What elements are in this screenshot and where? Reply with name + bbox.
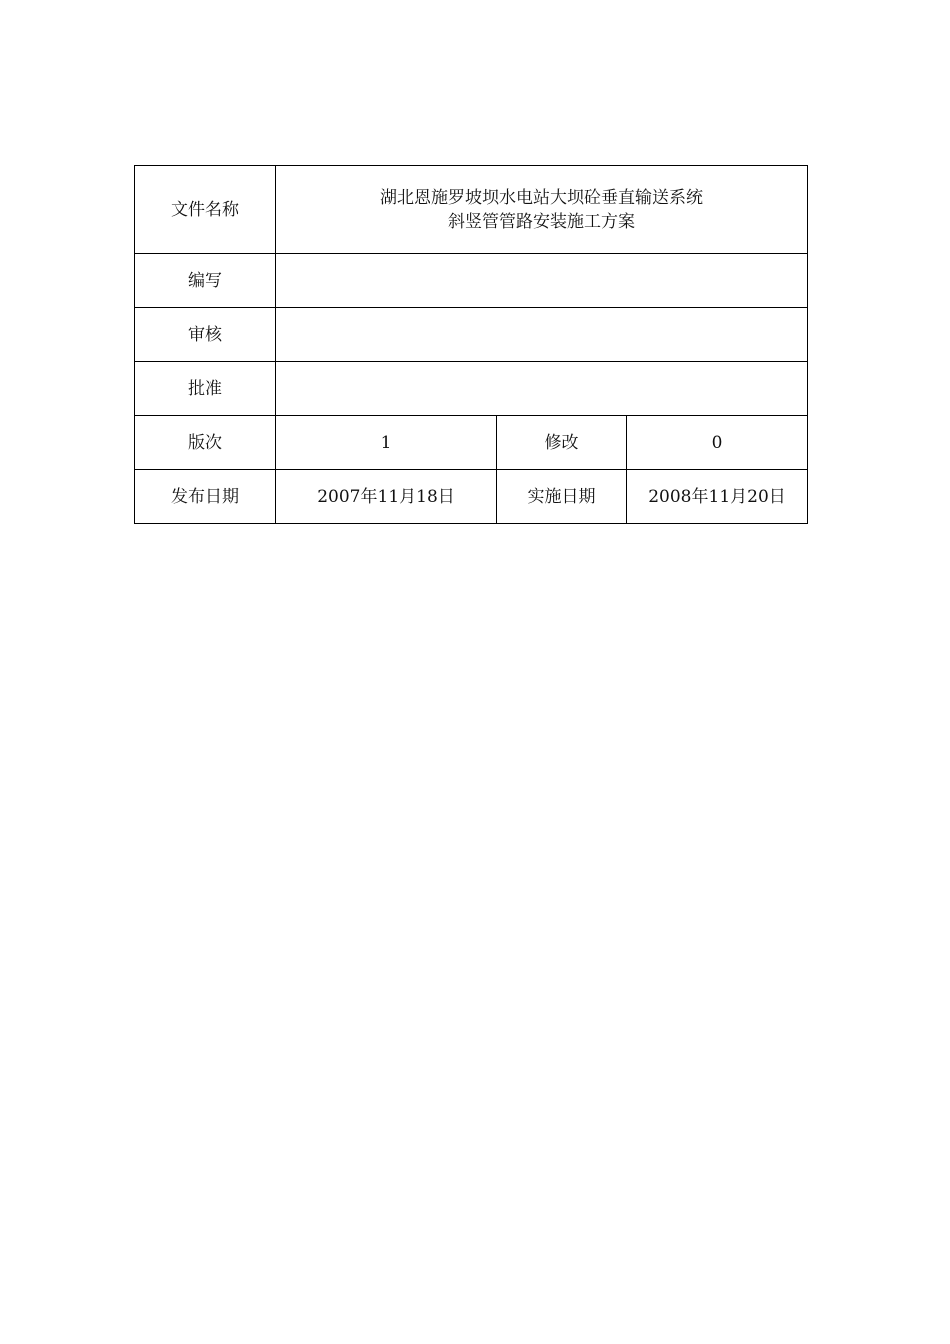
- author-value-cell: [276, 254, 808, 308]
- table-row: [135, 470, 808, 524]
- table-row: [135, 254, 808, 308]
- document-title-line1: 湖北恩施罗坡坝水电站大坝砼垂直输送系统: [380, 187, 703, 208]
- document-title-cell: [276, 166, 808, 254]
- effective-date-value-cell: 2008年11月20日: [627, 470, 808, 524]
- document-cover-table: [134, 165, 808, 524]
- document-title-line2: 斜竖管管路安装施工方案: [448, 211, 635, 232]
- table-row: [135, 308, 808, 362]
- release-date-value-cell: 2007年11月18日: [276, 470, 497, 524]
- table-row: [135, 416, 808, 470]
- edition-value-cell: 1: [276, 416, 497, 470]
- approver-value-cell: [276, 362, 808, 416]
- reviewer-label-cell: 审核: [135, 308, 276, 362]
- table-row: [135, 362, 808, 416]
- effective-date-label-cell: 实施日期: [497, 470, 627, 524]
- reviewer-value-cell: [276, 308, 808, 362]
- title-label-cell: 文件名称: [135, 166, 276, 254]
- table-row: [135, 166, 808, 254]
- revision-value-cell: 0: [627, 416, 808, 470]
- author-label-cell: 编写: [135, 254, 276, 308]
- edition-label-cell: 版次: [135, 416, 276, 470]
- release-date-label-cell: 发布日期: [135, 470, 276, 524]
- revision-label-cell: 修改: [497, 416, 627, 470]
- approver-label-cell: 批准: [135, 362, 276, 416]
